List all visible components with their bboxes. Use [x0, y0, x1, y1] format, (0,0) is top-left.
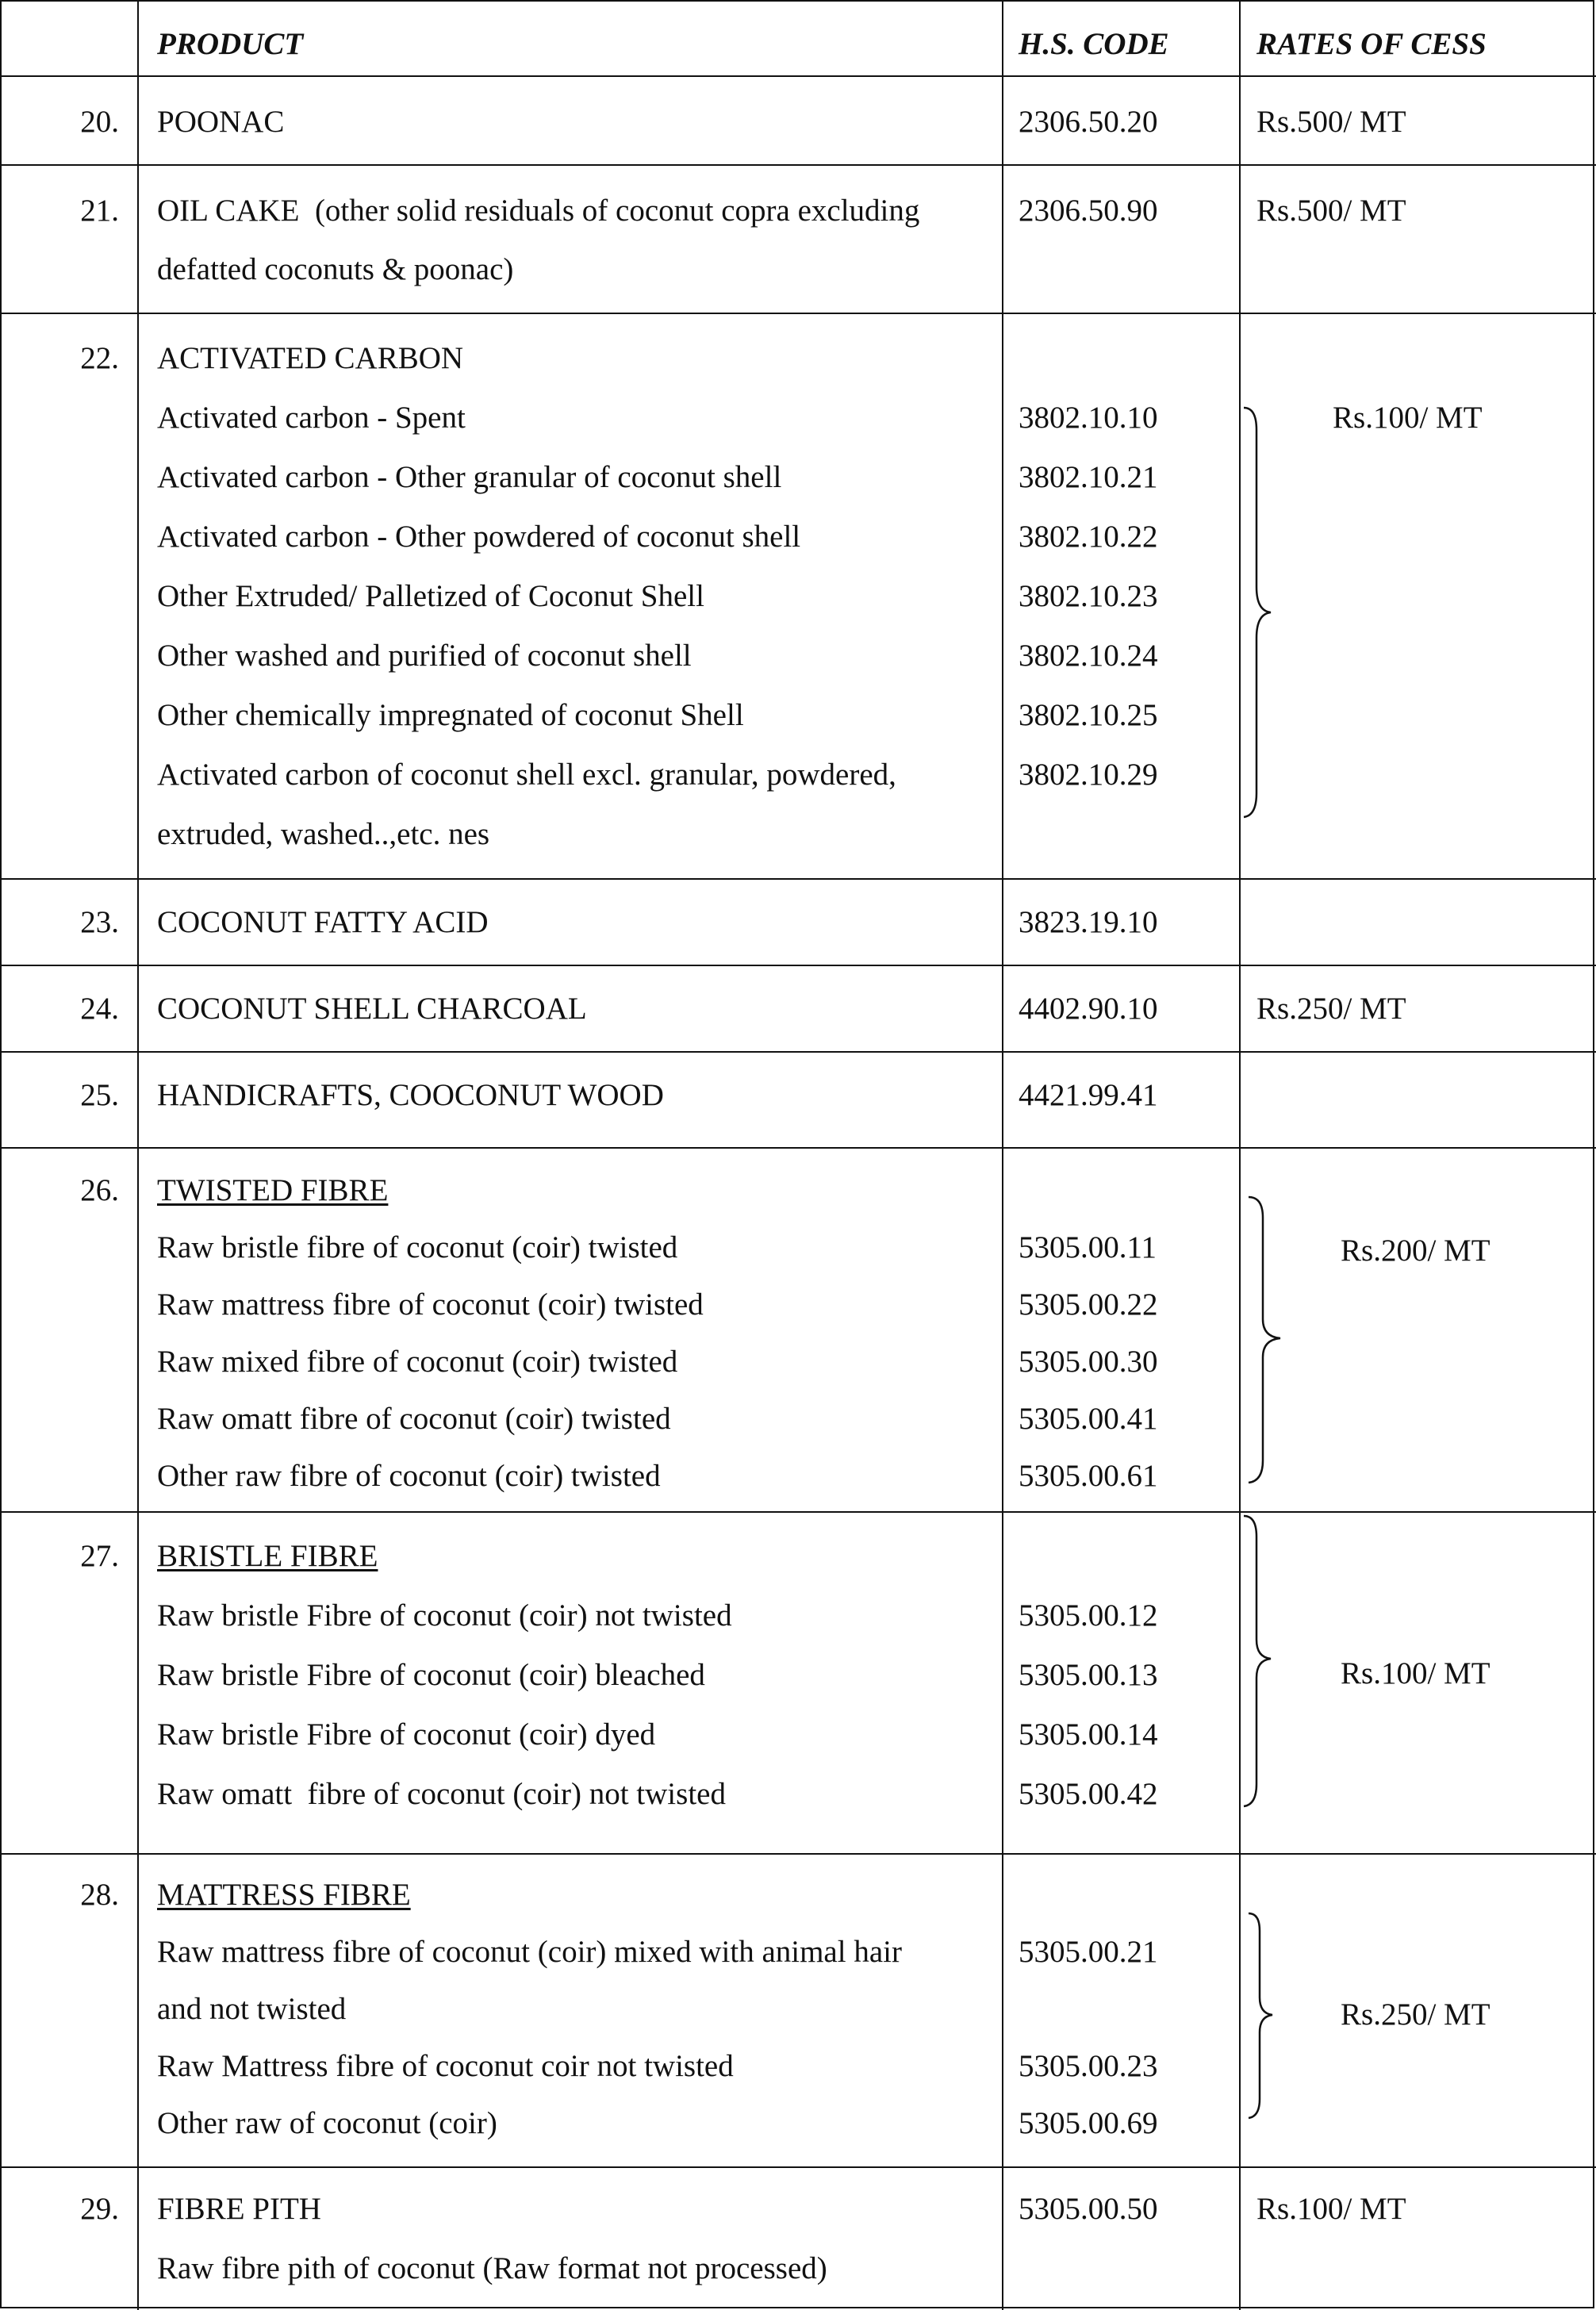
- product-name: Activated carbon - Other granular of coconut shell: [157, 460, 782, 494]
- hs-code: 5305.00.21: [1019, 1935, 1158, 1969]
- product-name: extruded, washed..,etc. nes: [157, 817, 490, 851]
- product-name: Raw bristle Fibre of coconut (coir) not twisted: [157, 1598, 732, 1633]
- row-divider: [2, 1511, 1596, 1513]
- hs-code: 3802.10.25: [1019, 698, 1158, 732]
- product-name: HANDICRAFTS, COOCONUT WOOD: [157, 1078, 664, 1112]
- row-divider: [2, 75, 1596, 77]
- hs-code: 5305.00.13: [1019, 1658, 1158, 1692]
- grouping-brace: [1241, 1195, 1288, 1485]
- hs-code: 5305.00.61: [1019, 1459, 1158, 1493]
- row-divider: [2, 878, 1596, 880]
- row-divider: [2, 1147, 1596, 1149]
- grouping-brace: [1239, 1514, 1279, 1808]
- row-number: 28.: [80, 1878, 119, 1912]
- group-heading: TWISTED FIBRE: [157, 1173, 389, 1207]
- product-name: Other washed and purified of coconut shell: [157, 639, 692, 673]
- row-divider: [2, 164, 1596, 166]
- hs-code: 3802.10.29: [1019, 758, 1158, 792]
- group-heading: ACTIVATED CARBON: [157, 341, 464, 375]
- hs-code: 5305.00.42: [1019, 1777, 1158, 1811]
- hs-code: 5305.00.23: [1019, 2049, 1158, 2083]
- product-name: Activated carbon - Spent: [157, 401, 466, 435]
- product-name: Raw bristle Fibre of coconut (coir) bleached: [157, 1658, 705, 1692]
- cess-rate: Rs.100/ MT: [1333, 401, 1483, 435]
- group-heading: FIBRE PITH: [157, 2192, 321, 2226]
- hs-code: 5305.00.14: [1019, 1717, 1158, 1752]
- hs-code: 5305.00.30: [1019, 1345, 1158, 1379]
- column-divider: [137, 2, 139, 2310]
- cess-rate: Rs.200/ MT: [1341, 1234, 1490, 1268]
- row-number: 27.: [80, 1539, 119, 1573]
- column-divider: [1002, 2, 1003, 2310]
- header-product: PRODUCT: [157, 27, 304, 61]
- hs-code: 3802.10.21: [1019, 460, 1158, 494]
- product-name: Other Extruded/ Palletized of Coconut Shell: [157, 579, 704, 613]
- product-name: COCONUT FATTY ACID: [157, 905, 489, 939]
- hs-code: 2306.50.90: [1019, 194, 1158, 228]
- row-number: 26.: [80, 1173, 119, 1207]
- group-heading: MATTRESS FIBRE: [157, 1878, 411, 1912]
- cess-rate: Rs.250/ MT: [1341, 1997, 1490, 2032]
- product-name: Raw Mattress fibre of coconut coir not twisted: [157, 2049, 734, 2083]
- product-name: Other raw of coconut (coir): [157, 2106, 497, 2140]
- row-divider: [2, 1051, 1596, 1053]
- cess-rate: Rs.500/ MT: [1256, 194, 1406, 228]
- product-name: Raw mattress fibre of coconut (coir) mixed with animal hair: [157, 1935, 902, 1969]
- product-name: Raw fibre pith of coconut (Raw format not processed): [157, 2251, 827, 2285]
- product-name: Other chemically impregnated of coconut Shell: [157, 698, 744, 732]
- hs-code: 5305.00.12: [1019, 1598, 1158, 1633]
- row-divider: [2, 965, 1596, 966]
- product-name: Raw mattress fibre of coconut (coir) twisted: [157, 1287, 704, 1322]
- grouping-brace: [1244, 1912, 1283, 2120]
- row-divider: [2, 313, 1596, 314]
- hs-code: 3802.10.23: [1019, 579, 1158, 613]
- hs-code: 3823.19.10: [1019, 905, 1158, 939]
- product-name: Other raw fibre of coconut (coir) twisted: [157, 1459, 661, 1493]
- hs-code: 5305.00.69: [1019, 2106, 1158, 2140]
- row-divider: [2, 2166, 1596, 2168]
- header-rate: RATES OF CESS: [1256, 27, 1487, 61]
- column-divider: [1239, 2, 1241, 2310]
- grouping-brace: [1239, 406, 1279, 819]
- product-name: Raw bristle Fibre of coconut (coir) dyed: [157, 1717, 656, 1752]
- group-heading: BRISTLE FIBRE: [157, 1539, 378, 1573]
- row-number: 22.: [80, 341, 119, 375]
- product-name: Activated carbon - Other powdered of coconut shell: [157, 520, 801, 554]
- row-number: 25.: [80, 1078, 119, 1112]
- row-number: 20.: [80, 105, 119, 139]
- hs-code: 5305.00.22: [1019, 1287, 1158, 1322]
- cess-rate: Rs.250/ MT: [1256, 992, 1406, 1026]
- product-name: OIL CAKE (other solid residuals of coconut copra excluding: [157, 194, 920, 228]
- product-name: defatted coconuts & poonac): [157, 252, 514, 286]
- cess-rate: Rs.100/ MT: [1256, 2192, 1406, 2226]
- hs-code: 5305.00.11: [1019, 1230, 1157, 1264]
- product-name: Raw mixed fibre of coconut (coir) twisted: [157, 1345, 678, 1379]
- product-name: Raw omatt fibre of coconut (coir) twisted: [157, 1402, 671, 1436]
- hs-code: 3802.10.24: [1019, 639, 1158, 673]
- product-name: Raw omatt fibre of coconut (coir) not twisted: [157, 1777, 726, 1811]
- hs-code: 3802.10.10: [1019, 401, 1158, 435]
- row-number: 23.: [80, 905, 119, 939]
- cess-rate: Rs.100/ MT: [1341, 1656, 1490, 1690]
- row-number: 29.: [80, 2192, 119, 2226]
- product-name: POONAC: [157, 105, 285, 139]
- header-hs-code: H.S. CODE: [1019, 27, 1169, 61]
- hs-code: 4421.99.41: [1019, 1078, 1158, 1112]
- hs-code: 3802.10.22: [1019, 520, 1158, 554]
- hs-code: 2306.50.20: [1019, 105, 1158, 139]
- hs-code: 5305.00.41: [1019, 1402, 1158, 1436]
- product-name: COCONUT SHELL CHARCOAL: [157, 992, 587, 1026]
- product-name: and not twisted: [157, 1992, 347, 2026]
- hs-code: 4402.90.10: [1019, 992, 1158, 1026]
- row-divider: [2, 1853, 1596, 1855]
- product-name: Activated carbon of coconut shell excl. granular, powdered,: [157, 758, 896, 792]
- product-name: Raw bristle fibre of coconut (coir) twisted: [157, 1230, 678, 1264]
- row-number: 21.: [80, 194, 119, 228]
- hs-code: 5305.00.50: [1019, 2192, 1158, 2226]
- row-number: 24.: [80, 992, 119, 1026]
- cess-rate: Rs.500/ MT: [1256, 105, 1406, 139]
